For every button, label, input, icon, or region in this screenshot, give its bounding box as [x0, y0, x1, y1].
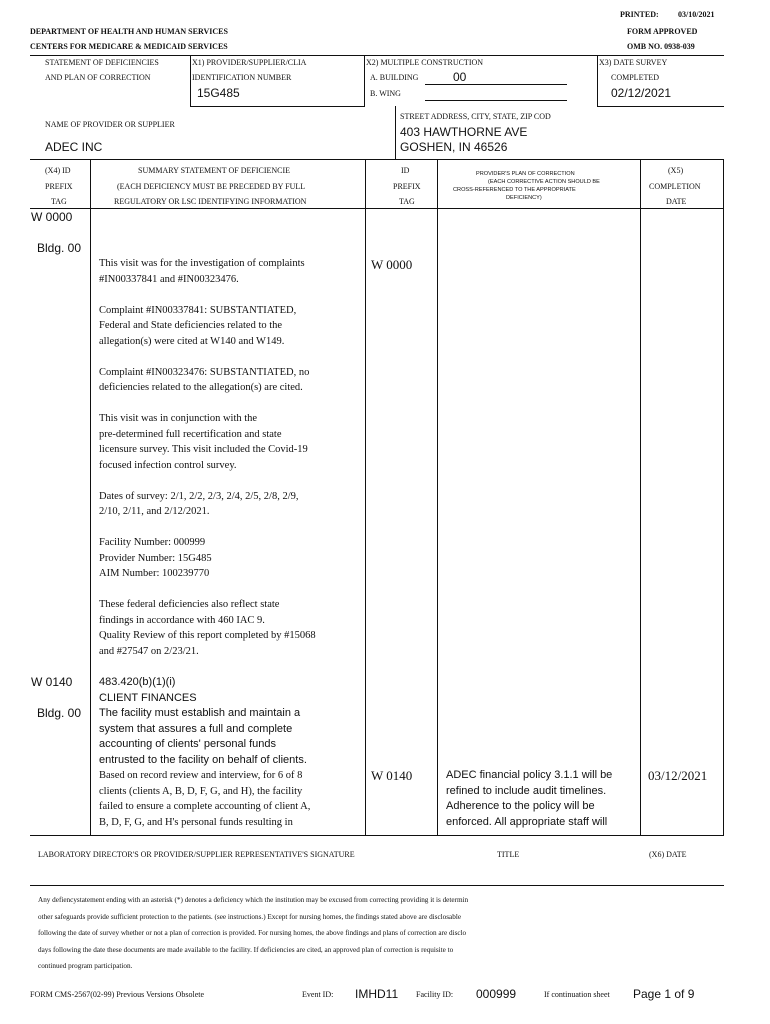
- building-w0000: Bldg. 00: [37, 241, 82, 255]
- plan-sub2: CROSS-REFERENCED TO THE APPROPRIATE: [453, 187, 576, 193]
- summary-w0140-regulation: [99, 675, 361, 768]
- p4-line: licensure survey. This visit included the Covid-19: [99, 444, 308, 455]
- x3-sublabel: COMPLETED: [611, 73, 659, 82]
- p6-line: Provider Number: 15G485: [99, 552, 212, 564]
- printed-label: PRINTED:: [620, 10, 659, 19]
- x1-label: X1) PROVIDER/SUPPLIER/CLIA: [192, 58, 307, 67]
- summary-sub2: REGULATORY OR LSC IDENTIFYING INFORMATION: [114, 197, 307, 206]
- p6-line: Facility Number: 000999: [99, 537, 206, 548]
- plan-line: enforced. All appropriate staff will: [446, 815, 608, 828]
- plan-sub1: (EACH CORRECTIVE ACTION SHOULD BE: [488, 179, 600, 185]
- completion-date-w0140: 03/12/2021: [648, 768, 708, 783]
- id-tag-w0000: W 0000: [371, 257, 413, 272]
- centers-name: CENTERS FOR MEDICARE & MEDICAID SERVICES: [30, 42, 228, 51]
- p2-line: allegation(s) were cited at W140 and W149.: [99, 335, 285, 347]
- x3-value: 02/12/2021: [611, 86, 672, 100]
- p4-line: focused infection control survey.: [99, 459, 237, 471]
- p4-line: This visit was in conjunction with the: [99, 413, 258, 424]
- p7-line: and #27547 on 2/23/21.: [99, 645, 199, 657]
- p3-line: Complaint #IN00323476: SUBSTANTIATED, no: [99, 366, 310, 378]
- id-tag: TAG: [399, 197, 415, 206]
- form-approved: FORM APPROVED: [627, 27, 698, 36]
- title-label: TITLE: [497, 850, 520, 859]
- event-id-label: Event ID:: [302, 990, 334, 999]
- department-name: DEPARTMENT OF HEALTH AND HUMAN SERVICES: [30, 27, 228, 36]
- p1-line: This visit was for the investigation of complaints: [99, 258, 305, 269]
- plan-line: ADEC financial policy 3.1.1 will be: [446, 769, 613, 781]
- p2-line: Federal and State deficiencies related to the: [99, 320, 283, 331]
- x4-header: (X4) ID: [45, 166, 71, 175]
- disclaimer-line: other safeguards provide sufficient protection to the patients. (see instructions.) Except for nursing homes, the findings stated above are disclosable: [38, 912, 462, 921]
- p1-line: #IN00337841 and #IN00323476.: [99, 273, 239, 285]
- x4-prefix: PREFIX: [45, 182, 73, 191]
- p5-line: 2/10, 2/11, and 2/12/2021.: [99, 506, 210, 517]
- w140-line: failed to ensure a complete accounting of client A,: [99, 801, 311, 812]
- w140-line: CLIENT FINANCES: [99, 691, 197, 704]
- address-line1: 403 HAWTHORNE AVE: [400, 125, 528, 139]
- w140-line: The facility must establish and maintain a: [99, 707, 301, 719]
- p7-line: findings in accordance with 460 IAC 9.: [99, 614, 265, 626]
- x1-sublabel: IDENTIFICATION NUMBER: [192, 73, 292, 82]
- disclaimer-line: days following the date these documents are made available to the facility. If deficiencies are cited, an approved plan of correction is requisite to: [38, 945, 454, 954]
- address-line2: GOSHEN, IN 46526: [400, 140, 508, 154]
- omb-number: OMB NO. 0938-039: [627, 42, 695, 51]
- wing-label: B. WING: [370, 89, 401, 98]
- w140-line: accounting of clients' personal funds: [99, 738, 276, 750]
- disclaimer: [38, 892, 728, 975]
- page-number: Page 1 of 9: [633, 987, 695, 1001]
- p7-line: Quality Review of this report completed by #15068: [99, 630, 316, 641]
- x5-date: DATE: [666, 197, 687, 206]
- printed-date: 03/10/2021: [678, 10, 715, 19]
- w140-line: clients (clients A, B, D, F, G, and H), the facility: [99, 785, 303, 797]
- p6-line: AIM Number: 100239770: [99, 568, 210, 579]
- plan-line: refined to include audit timelines.: [446, 784, 607, 797]
- plan-of-correction-w0140: [446, 768, 612, 830]
- id-header: ID: [401, 166, 410, 175]
- facility-id-value: 000999: [476, 987, 517, 1001]
- building-w0140: Bldg. 00: [37, 706, 82, 720]
- p4-line: pre-determined full recertification and state: [99, 428, 282, 440]
- building-value: 00: [453, 70, 467, 84]
- event-id-value: IMHD11: [355, 987, 399, 1001]
- prefix-tag-w0140: W 0140: [31, 675, 73, 689]
- w140-line: Based on record review and interview, for 6 of 8: [99, 770, 303, 781]
- provider-name-label: NAME OF PROVIDER OR SUPPLIER: [45, 120, 175, 129]
- x6-date-label: (X6) DATE: [649, 850, 687, 859]
- w140-line: system that assures a full and complete: [99, 722, 293, 735]
- x1-value: 15G485: [197, 86, 240, 100]
- building-label: A. BUILDING: [370, 73, 419, 82]
- address-label: STREET ADDRESS, CITY, STATE, ZIP COD: [400, 112, 551, 121]
- x5-completion: COMPLETION: [649, 182, 701, 191]
- id-prefix: PREFIX: [393, 182, 421, 191]
- x2-label: X2) MULTIPLE CONSTRUCTION: [366, 58, 484, 67]
- p3-line: deficiencies related to the allegation(s) are cited.: [99, 382, 303, 393]
- disclaimer-line: Any defiencystatement ending with an asterisk (*) denotes a deficiency which the institution may be excused from correcting providing it is determin: [38, 896, 469, 904]
- plan-sub3: DEFICIENCY): [506, 195, 542, 201]
- form-number: FORM CMS-2567(02-99) Previous Versions Obsolete: [30, 990, 205, 999]
- x3-label: X3) DATE SURVEY: [599, 58, 668, 67]
- summary-header: SUMMARY STATEMENT OF DEFICIENCIE: [138, 166, 291, 175]
- facility-id-label: Facility ID:: [416, 990, 454, 999]
- plan-header: PROVIDER'S PLAN OF CORRECTION: [476, 171, 575, 177]
- disclaimer-line: following the date of survey whether or not a plan of correction is provided. For nursing homes, the above findings and plans of correction are disclo: [38, 929, 467, 937]
- p5-line: Dates of survey: 2/1, 2/2, 2/3, 2/4, 2/5, 2/8, 2/9,: [99, 490, 299, 502]
- signature-label: LABORATORY DIRECTOR'S OR PROVIDER/SUPPLIER REPRESENTATIVE'S SIGNATURE: [38, 850, 355, 859]
- statement-label: STATEMENT OF DEFICIENCIES: [45, 58, 159, 67]
- plan-line: Adherence to the policy will be: [446, 800, 595, 812]
- provider-name: ADEC INC: [45, 140, 103, 154]
- x5-header: (X5): [668, 166, 684, 175]
- summary-w0000: [99, 256, 361, 675]
- disclaimer-line: continued program participation.: [38, 962, 133, 970]
- plan-of-correction-label: AND PLAN OF CORRECTION: [45, 73, 151, 82]
- p2-line: Complaint #IN00337841: SUBSTANTIATED,: [99, 304, 297, 316]
- summary-sub1: (EACH DEFICIENCY MUST BE PRECEDED BY FULL: [117, 182, 306, 191]
- summary-w0140-findings: [99, 768, 361, 830]
- continuation-label: If continuation sheet: [544, 990, 610, 999]
- prefix-tag-w0000: W 0000: [31, 210, 73, 224]
- id-tag-w0140: W 0140: [371, 768, 413, 783]
- x4-tag: TAG: [51, 197, 67, 206]
- w140-line: B, D, F, G, and H's personal funds resulting in: [99, 816, 293, 828]
- w140-line: 483.420(b)(1)(i): [99, 676, 176, 688]
- w140-line: entrusted to the facility on behalf of clients.: [99, 753, 307, 766]
- p7-line: These federal deficiencies also reflect state: [99, 599, 280, 610]
